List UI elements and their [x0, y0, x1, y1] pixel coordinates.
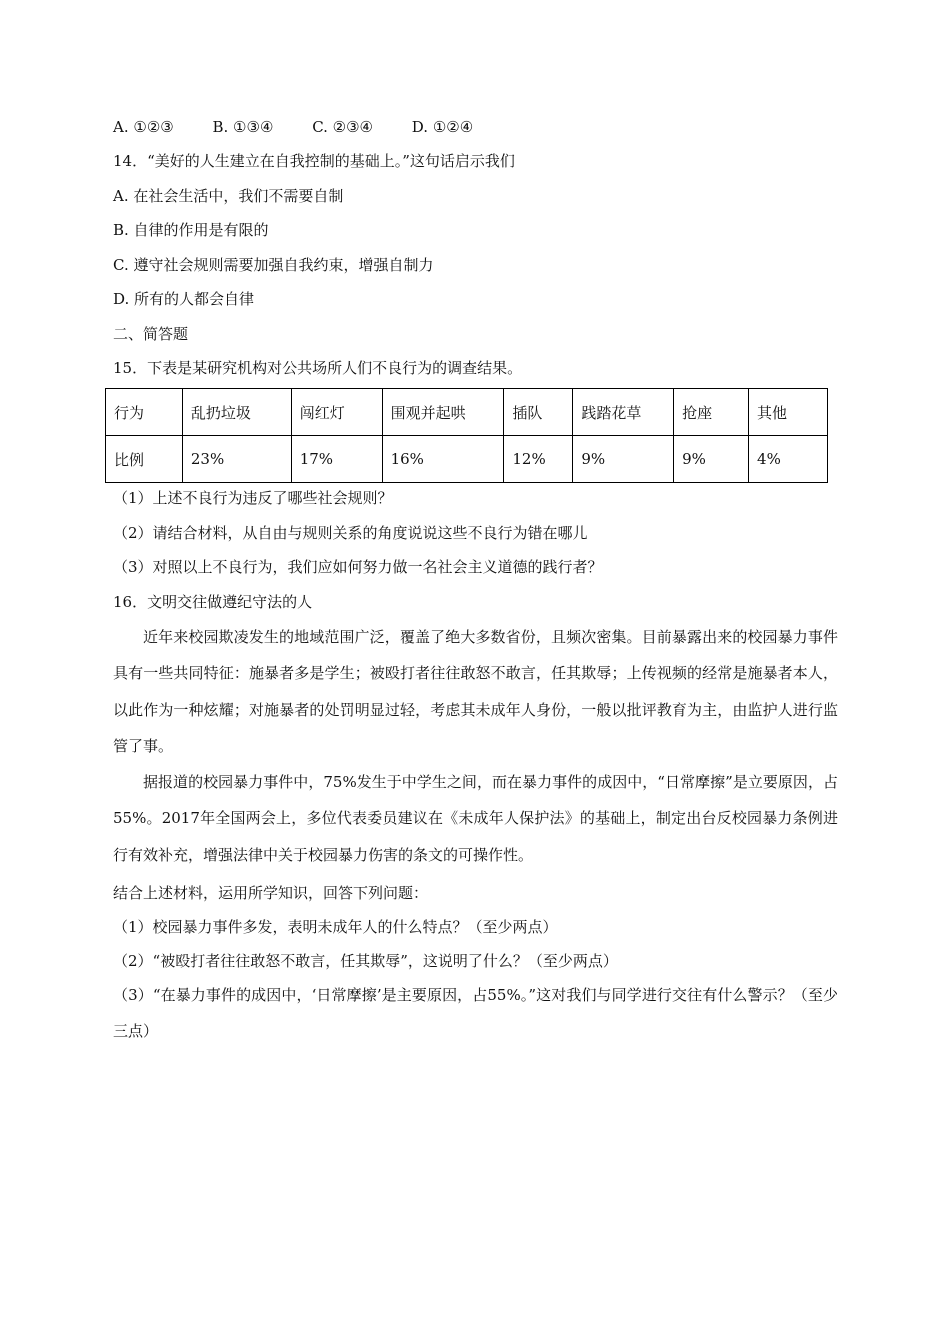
q14-option-a[interactable]: A. 在社会生活中，我们不需要自制 [113, 187, 344, 205]
table-cell: 17% [291, 436, 382, 483]
q13-options [113, 116, 507, 138]
q13-option-c[interactable]: C. ②③④ [312, 118, 374, 136]
table-cell: 其他 [749, 389, 828, 436]
table-cell: 插队 [504, 389, 573, 436]
q16-stem: 16．文明交往做遵纪守法的人 [113, 593, 313, 611]
q14-option-b[interactable]: B. 自律的作用是有限的 [113, 221, 269, 239]
q13-option-d[interactable]: D. ①②④ [411, 118, 474, 136]
q13-option-b[interactable]: B. ①③④ [212, 118, 274, 136]
q16-paragraph-1: 近年来校园欺凌发生的地域范围广泛，覆盖了绝大多数省份，且频次密集。目前暴露出来的校园暴力事件具有一些共同特征：施暴者多是学生；被殴打者往往敢怒不敢言，任其欺辱；上传视频的经常是施暴者本人，以此作为一种炫耀；对施暴者的处罚明显过轻，考虑其未成年人身份，一般以批评教育为主，由监护人进行监管了事。 [113, 628, 838, 756]
q13-option-a[interactable]: A. ①②③ [113, 118, 174, 136]
q16-paragraph-2: 据报道的校园暴力事件中，75%发生于中学生之间，而在暴力事件的成因中，“日常摩擦”是立要原因，占55%。2017年全国两会上，多位代表委员建议在《未成年人保护法》的基础上，制定出台反校园暴力条例进行有效补充，增强法律中关于校园暴力伤害的条文的可操作性。 [113, 773, 838, 864]
table-cell: 9% [573, 436, 674, 483]
q16-question-1: （1）校园暴力事件多发，表明未成年人的什么特点？（至少两点） [113, 918, 558, 936]
survey-table [105, 388, 828, 483]
q14-stem: 14．“美好的人生建立在自我控制的基础上。”这句话启示我们 [113, 152, 515, 170]
table-row [106, 436, 828, 483]
table-cell: 9% [674, 436, 749, 483]
table-cell: 16% [382, 436, 504, 483]
q16-question-3: （3）“在暴力事件的成因中，‘日常摩擦’是主要原因，占55%。”这对我们与同学进行交往有什么警示？（至少三点） [113, 986, 838, 1041]
table-cell: 4% [749, 436, 828, 483]
q15-question-2: （2）请结合材料，从自由与规则关系的角度说说这些不良行为错在哪儿 [113, 524, 588, 542]
table-cell: 23% [182, 436, 291, 483]
table-cell: 行为 [106, 389, 183, 436]
q16-prompt: 结合上述材料，运用所学知识，回答下列问题： [113, 884, 429, 902]
q14-option-d[interactable]: D. 所有的人都会自律 [113, 290, 255, 308]
table-cell: 比例 [106, 436, 183, 483]
table-cell: 抢座 [674, 389, 749, 436]
table-cell: 围观并起哄 [382, 389, 504, 436]
q16-question-2: （2）“被殴打者往往敢怒不敢言，任其欺辱”，这说明了什么？（至少两点） [113, 952, 618, 970]
table-cell: 乱扔垃圾 [182, 389, 291, 436]
table-header-row [106, 389, 828, 436]
q15-question-3: （3）对照以上不良行为，我们应如何努力做一名社会主义道德的践行者？ [113, 558, 603, 576]
section-title: 二、简答题 [113, 325, 189, 343]
q15-question-1: （1）上述不良行为违反了哪些社会规则？ [113, 489, 393, 507]
q15-stem: 15．下表是某研究机构对公共场所人们不良行为的调查结果。 [113, 359, 523, 377]
q14-option-c[interactable]: C. 遵守社会规则需要加强自我约束，增强自制力 [113, 256, 434, 274]
table-cell: 12% [504, 436, 573, 483]
table-cell: 践踏花草 [573, 389, 674, 436]
table-cell: 闯红灯 [291, 389, 382, 436]
